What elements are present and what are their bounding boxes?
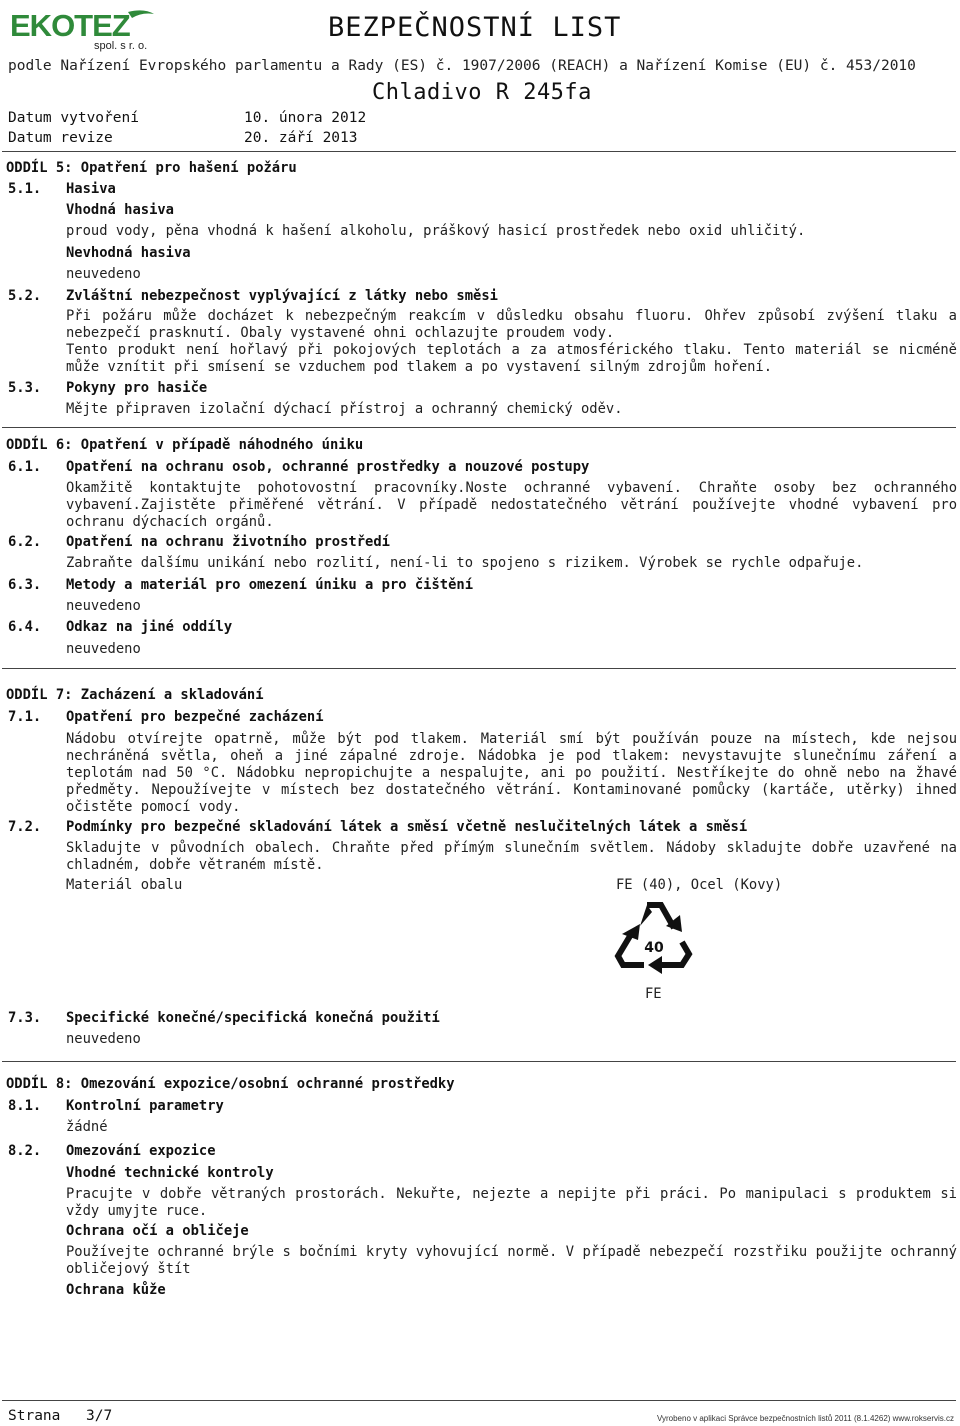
section-5-3-title: Pokyny pro hasiče — [66, 380, 208, 396]
skin-protection-heading: Ochrana kůže — [66, 1282, 166, 1298]
section-7-divider — [2, 1061, 956, 1062]
section-7-3-text: neuvedeno — [66, 1031, 141, 1047]
recycle-caption: FE — [645, 986, 662, 1002]
eye-face-protection-heading: Ochrana očí a obličeje — [66, 1223, 249, 1239]
recycling-symbol-icon — [614, 896, 694, 974]
section-8-title: ODDÍL 8: Omezování expozice/osobní ochranné prostředky — [6, 1076, 455, 1092]
packaging-material-label: Materiál obalu — [66, 877, 183, 893]
header-divider — [2, 151, 956, 152]
section-5-1-title: Hasiva — [66, 181, 116, 197]
suitable-extinguishers-text: proud vody, pěna vhodná k hašení alkoholu, práškový hasicí prostředek nebo oxid uhličitý. — [66, 223, 806, 239]
section-6-1-paragraph: Okamžitě kontaktujte pohotovostní pracovníky.Noste ochranné vybavení. Chraňte osoby bez ochranného vybavení.Zajistěte přiměřené větrání. V případě nedostatečného větrání používejte vhodné vybavení pro ochranu dýchacích orgánů. — [66, 480, 957, 530]
recycle-code: 40 — [644, 940, 664, 956]
logo-swoosh — [128, 10, 154, 18]
section-6-3-number: 6.3. — [8, 577, 42, 593]
section-7-3-number: 7.3. — [8, 1010, 42, 1026]
section-7-2-number: 7.2. — [8, 819, 42, 835]
eye-face-protection-paragraph: Používejte ochranné brýle s bočními kryty vyhovující normě. V případě nebezpečí rozstřiku použijte ochranný obličejový štít — [66, 1244, 957, 1277]
section-6-3-text: neuvedeno — [66, 598, 141, 614]
section-6-2-number: 6.2. — [8, 534, 42, 550]
section-6-4-text: neuvedeno — [66, 641, 141, 657]
section-6-title: ODDÍL 6: Opatření v případě náhodného úniku — [6, 437, 364, 453]
recycle-arrow-3 — [618, 936, 644, 965]
created-date-label: Datum vytvoření — [8, 110, 139, 126]
created-date-value: 10. února 2012 — [244, 110, 367, 126]
section-6-4-title: Odkaz na jiné oddíly — [66, 619, 233, 635]
product-name: Chladivo R 245fa — [372, 80, 592, 105]
regulation-line: podle Nařízení Evropského parlamentu a Rady (ES) č. 1907/2006 (REACH) a Nařízení Komise (EU) č. 453/2010 — [8, 58, 916, 74]
section-8-2-title: Omezování expozice — [66, 1143, 216, 1159]
section-7-1-number: 7.1. — [8, 709, 42, 725]
section-6-1-title: Opatření na ochranu osob, ochranné prostředky a nouzové postupy — [66, 459, 590, 475]
section-5-2-paragraph-1: Při požáru může docházet k nebezpečným reakcím v důsledku obsahu fluoru. Ohřev způsobí zvýšení tlaku a nebezpečí prasknutí. Obaly vystavené ohni ochlazujte proudem vody. — [66, 308, 957, 341]
section-6-2-text: Zabraňte dalšímu unikání nebo rozlití, není-li to spojeno s rizikem. Výrobek se rychle odpařuje. — [66, 555, 864, 571]
section-7-1-paragraph: Nádobu otvírejte opatrně, může být pod tlakem. Materiál smí být používán pouze na místech, kde nejsou nechráněná světla, oheň a jiné zápalné zdroje. Nádobka je pod tlakem: nevystavujte slunečnímu záření a teplotám nad 50 °C. Nádobku nepropichujte a nespalujte, ani po použití. Nestříkejte do ohně nebo na žhavé předměty. Nepoužívejte v místech bez dostatečného větrání. Kontaminované pomůcky (kartáče, utěrky) ihned očistěte pomocí vody. — [66, 731, 957, 815]
section-6-1-number: 6.1. — [8, 459, 42, 475]
section-6-2-title: Opatření na ochranu životního prostředí — [66, 534, 390, 550]
recycle-arrow-2 — [660, 942, 689, 965]
section-5-divider — [2, 427, 956, 428]
section-5-2-title: Zvláštní nebezpečnost vyplývající z látky nebo směsi — [66, 288, 498, 304]
page-number: 3/7 — [86, 1408, 113, 1424]
suitable-extinguishers-heading: Vhodná hasiva — [66, 202, 174, 218]
section-5-3-number: 5.3. — [8, 380, 42, 396]
packaging-material-value: FE (40), Ocel (Kovy) — [616, 877, 783, 893]
section-5-3-text: Mějte připraven izolační dýchací přístroj a ochranný chemický oděv. — [66, 401, 623, 417]
recycle-arrowhead-2 — [648, 956, 662, 974]
section-5-2-number: 5.2. — [8, 288, 42, 304]
revision-date-label: Datum revize — [8, 130, 113, 146]
section-6-divider — [2, 668, 956, 669]
technical-controls-heading: Vhodné technické kontroly — [66, 1165, 274, 1181]
technical-controls-paragraph: Pracujte v dobře větraných prostorách. Nekuřte, nejezte a nepijte při práci. Po manipulaci s produktem si vždy umyjte ruce. — [66, 1186, 957, 1219]
unsuitable-extinguishers-text: neuvedeno — [66, 266, 141, 282]
logo-text: EKOTEZ — [10, 8, 130, 43]
unsuitable-extinguishers-heading: Nevhodná hasiva — [66, 245, 191, 261]
section-8-1-title: Kontrolní parametry — [66, 1098, 224, 1114]
section-8-1-number: 8.1. — [8, 1098, 42, 1114]
footer-note: Vyrobeno v aplikaci Správce bezpečnostních listů 2011 (8.1.4262) www.rokservis.cz — [656, 1414, 954, 1423]
document-title: BEZPEČNOSTNÍ LIST — [328, 12, 622, 43]
section-5-2-paragraph-2: Tento produkt není hořlavý při pokojových teplotách a za atmosférického tlaku. Tento materiál se nicméně může vznítit při smísení se vzduchem pod tlakem a po vystavení silným zdrojům hoření. — [66, 342, 957, 375]
section-7-2-paragraph: Skladujte v původních obalech. Chraňte před přímým slunečním světlem. Nádoby skladujte dobře uzavřené na chladném, dobře větraném místě. — [66, 840, 957, 873]
logo-subtext: spol. s r. o. — [94, 40, 148, 52]
section-7-title: ODDÍL 7: Zacházení a skladování — [6, 687, 264, 703]
section-6-4-number: 6.4. — [8, 619, 42, 635]
revision-date-value: 20. září 2013 — [244, 130, 358, 146]
section-7-2-title: Podmínky pro bezpečné skladování látek a směsí včetně neslučitelných látek a směsí — [66, 819, 748, 835]
section-7-1-title: Opatření pro bezpečné zacházení — [66, 709, 324, 725]
section-8-2-number: 8.2. — [8, 1143, 42, 1159]
section-6-3-title: Metody a materiál pro omezení úniku a pro čištění — [66, 577, 474, 593]
section-5-title: ODDÍL 5: Opatření pro hašení požáru — [6, 160, 297, 176]
recycle-arrow-tail — [640, 905, 652, 926]
footer-divider — [2, 1400, 956, 1401]
section-8-1-text: žádné — [66, 1119, 108, 1135]
company-logo — [8, 6, 156, 52]
section-7-3-title: Specifické konečné/specifická konečná použití — [66, 1010, 440, 1026]
page-label: Strana — [8, 1408, 61, 1424]
section-5-1-number: 5.1. — [8, 181, 42, 197]
